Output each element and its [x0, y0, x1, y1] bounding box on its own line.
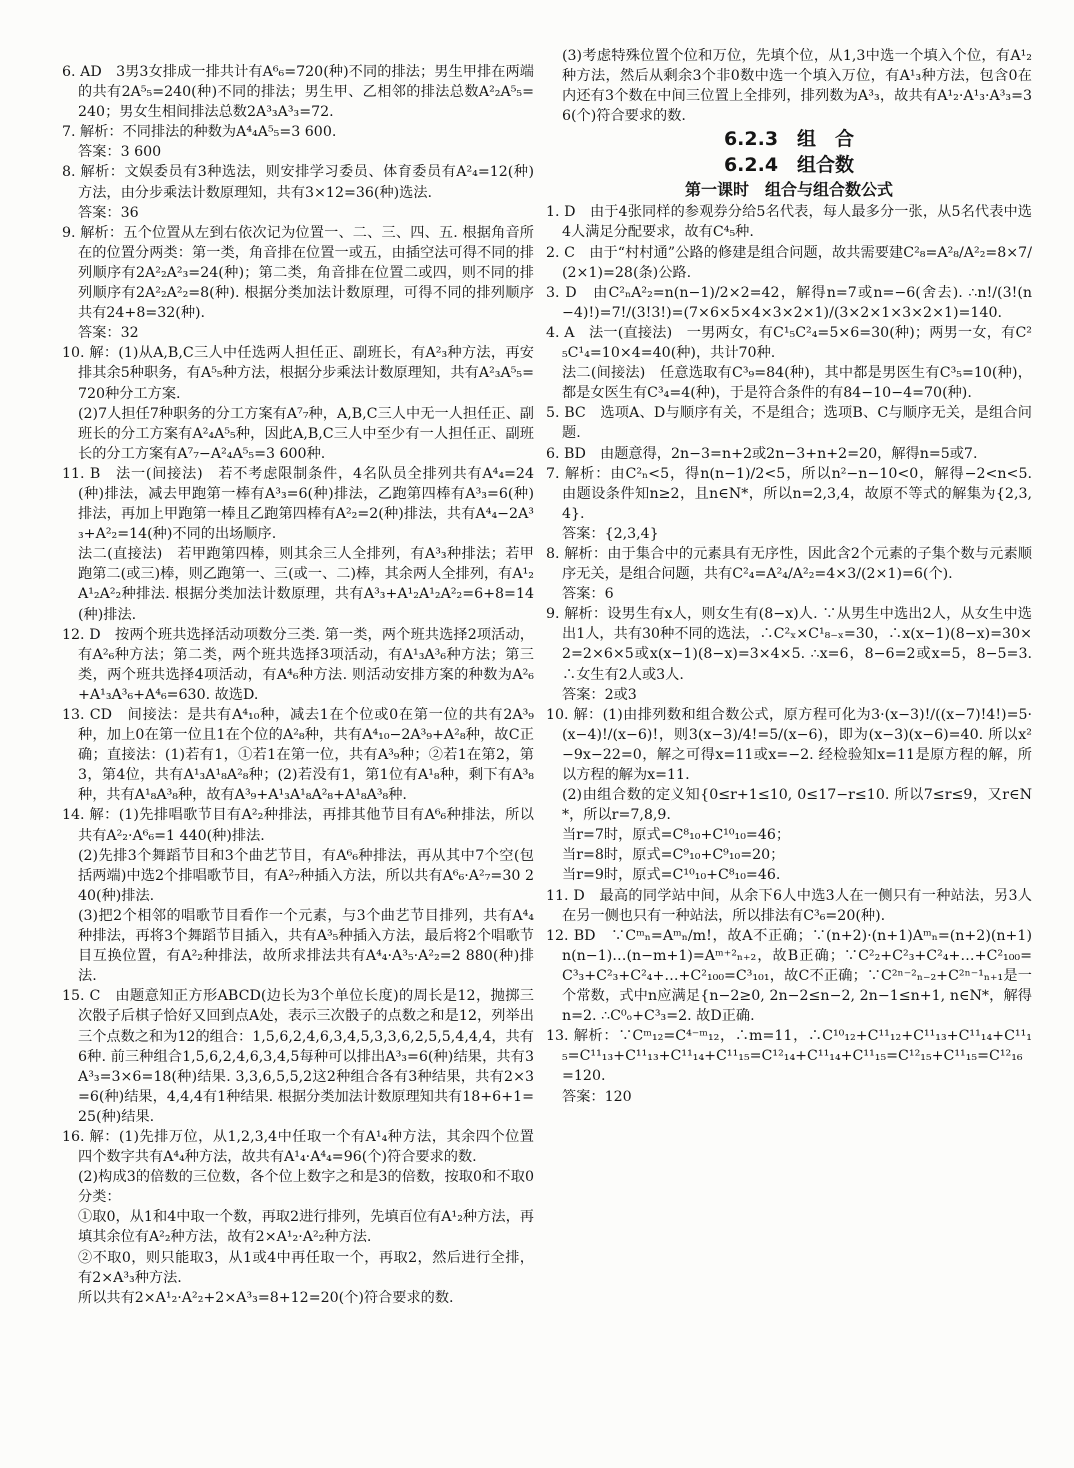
answer-item: 9. 解析：设男生有x人，则女生有(8−x)人. ∵从男生中选出2人，从女生中选出1人，共有30种不同的选法，∴C²ₓ×C¹₈₋ₓ=30，∴x(x−1)(8−x)=30×2=2×6×5或x(x−1)(8−x)=3×4×5. ∴x=6，8−6=2或x=5，8−5=3. ∴女生有2人或3人. [546, 606, 1032, 683]
answer-item: 6. AD 3男3女排成一排共计有A⁶₆=720(种)不同的排法；男生甲排在两端的共有2A⁵₅=240(种)不同的排法；男生甲、乙相邻的排法总数A²₂A⁵₅=240；男女生相间排法总数2A³₃A³₃=72. [62, 64, 534, 121]
answer-continuation: 当r=9时，原式=C¹⁰₁₀+C⁸₁₀=46. [562, 867, 781, 884]
answer-continuation: (3)考虑特殊位置个位和万位，先填个位，从1,3中选一个填入个位，有A¹₂种方法，然后从剩余3个非0数中选一个填入万位，有A¹₃种方法，包含0在内还有3个数在中间三位置上全排列，排列数为A³₃，故共有A¹₂·A¹₃·A³₃=36(个)符合要求的数. [562, 48, 1032, 125]
answer-continuation: 当r=8时，原式=C⁹₁₀+C⁹₁₀=20； [562, 847, 785, 864]
answer-item: 6. BD 由题意得，2n−3=n+2或2n−3+n+2=20，解得n=5或7. [546, 445, 978, 462]
left-column [62, 62, 534, 1308]
section-heading: 6.2.3 组 合 [723, 128, 855, 151]
answer-result: 答案：2或3 [562, 686, 637, 703]
answer-continuation: 法二(间接法) 任意选取有C³₉=84(种)，其中都是男医生有C³₅=10(种)，都是女医生有C³₄=4(种)，于是符合条件的有84−10−4=70(种). [562, 365, 1032, 402]
answer-result: 答案：6 [562, 586, 614, 603]
answer-continuation: (2)7人担任7种职务的分工方案有A⁷₇种，A,B,C三人中无一人担任正、副班长的分工方案有A²₄A⁵₅种，因此A,B,C三人中至少有一人担任正、副班长的分工方案有A⁷₇−A²₄A⁵₅=3 600种. [78, 405, 534, 462]
answer-continuation: 法二(直接法) 若甲跑第四棒，则其余三人全排列，有A³₃种排法；若甲跑第二(或三)棒，则乙跑第一、三(或一、二)棒，其余两人全排列，有A¹₂A¹₂A²₂种排法. 根据分类加法计数原理，共有A³₃+A¹₂A¹₂A²₂=6+8=14(种)排法. [78, 546, 534, 623]
answer-item: 11. D 最高的同学站中间，从余下6人中选3人在一侧只有一种站法，另3人在另一侧也只有一种站法，所以排法有C³₆=20(种). [546, 887, 1032, 924]
answer-continuation: ①取0，从1和4中取一个数，再取2进行排列，先填百位有A¹₂种方法，再填其余位有A²₂种方法，故有2×A¹₂·A²₂种方法. [78, 1209, 534, 1246]
right-column [546, 46, 1032, 1107]
answer-item: 3. D 由C²ₙA²₂=n(n−1)/2×2=42，解得n=7或n=−6(舍去). ∴n!/(3!(n−4)!)=7!/(3!3!)=(7×6×5×4×3×2×1)/(3×2×1×3×2×1)=140. [546, 284, 1032, 321]
answer-result: 答案：36 [78, 204, 139, 221]
answer-continuation: 当r=7时，原式=C⁸₁₀+C¹⁰₁₀=46； [562, 827, 791, 844]
answer-continuation: (2)先排3个舞蹈节目和3个曲艺节目，有A⁶₆种排法，再从其中7个空(包括两端)中选2个排唱歌节目，有A²₇种插入方法，所以共有A⁶₆·A²₇=30 240(种)排法. [78, 847, 534, 904]
answer-item: 7. 解析：由C²ₙ<5，得n(n−1)/2<5，所以n²−n−10<0，解得−2<n<5. 由题设条件知n≥2，且n∈N*，所以n=2,3,4，故原不等式的解集为{2,3,4}. [546, 465, 1032, 522]
answer-item: 12. BD ∵Cᵐₙ=Aᵐₙ/m!，故A不正确；∵(n+2)·(n+1)Aᵐₙ=(n+2)(n+1)n(n−1)…(n−m+1)=Aᵐ⁺²ₙ₊₂，故B正确；∵C²₂+C²₃+C²₄+…+C²₁₀₀=C³₃+C²₃+C²₄+…+C²₁₀₀=C³₁₀₁，故C不正确；∵C²ⁿ⁻²ₙ₋₂+C²ⁿ⁻¹ₙ₊₁是一个常数，式中n应满足{n−2≥0, 2n−2≤n−2, 2n−1≤n+1, n∈N*，解得n=2. ∴C⁰ₒ+C³₃=2. 故D正确. [546, 927, 1032, 1025]
answer-continuation: ②不取0，则只能取3，从1或4中再任取一个，再取2，然后进行全排，有2×A³₃种方法. [78, 1249, 534, 1286]
answer-item: 16. 解：(1)先排万位，从1,2,3,4中任取一个有A¹₄种方法，其余四个位置四个数字共有A⁴₄种方法，故共有A¹₄·A⁴₄=96(个)符合要求的数. [62, 1128, 534, 1166]
answer-item: 8. 解析：文娱委员有3种选法，则安排学习委员、体育委员有A²₄=12(种)方法，由分步乘法计数原理知，共有3×12=36(种)选法. [62, 164, 534, 201]
answer-item: 1. D 由于4张同样的参观券分给5名代表，每人最多分一张，从5名代表中选4人满足分配要求，故有C⁴₅种. [546, 204, 1032, 241]
lesson-heading: 第一课时 组合与组合数公式 [684, 180, 893, 200]
answer-item: 14. 解：(1)先排唱歌节目有A²₂种排法，再排其他节目有A⁶₆种排法，所以共有A²₂·A⁶₆=1 440(种)排法. [62, 807, 534, 844]
answer-item: 7. 解析：不同排法的种数为A⁴₄A⁵₅=3 600. [62, 124, 337, 141]
answer-continuation: (2)构成3的倍数的三位数，各个位上数字之和是3的倍数，按取0和不取0分类： [78, 1169, 534, 1206]
answer-item: 12. D 按两个班共选择活动项数分三类. 第一类，两个班共选择2项活动，有A²₆种方法；第二类，两个班共选择3项活动，有A¹₃A³₆种方法；第三类，两个班共选择4项活动，有A⁴₆种方法. 则活动安排方案的种数为A²₆+A¹₃A³₆+A⁴₆=630. 故选D. [62, 626, 534, 703]
answer-result: 答案：3 600 [78, 144, 162, 161]
answer-result: 答案：{2,3,4} [562, 525, 659, 542]
answer-item: 8. 解析：由于集合中的元素具有无序性，因此含2个元素的子集个数与元素顺序无关，是组合问题，共有C²₄=A²₄/A²₂=4×3/(2×1)=6(个). [546, 545, 1032, 583]
answer-continuation: (2)由组合数的定义知{0≤r+1≤10, 0≤17−r≤10. 所以7≤r≤9，又r∈N*，所以r=7,8,9. [562, 787, 1032, 824]
answer-item: 5. BC 选项A、D与顺序有关，不是组合；选项B、C与顺序无关，是组合问题. [546, 405, 1032, 442]
answer-item: 10. 解：(1)从A,B,C三人中任选两人担任正、副班长，有A²₃种方法，再安排其余5种职务，有A⁵₅种方法，根据分步乘法计数原理知，共有A²₃A⁵₅=720种分工方案. [62, 345, 534, 402]
answer-item: 9. 解析：五个位置从左到右依次记为位置一、二、三、四、五. 根据角音所在的位置分两类：第一类，角音排在位置一或五，由插空法可得不同的排列顺序有2A²₂A²₃=24(种)；第二类，角音排在位置二或四，则不同的排列顺序有2A²₂A²₂=8(种). 根据分类加法计数原理，可得不同的排列顺序共有24+8=32(种). [62, 224, 534, 322]
answer-item: 13. CD 间接法：是共有A⁴₁₀种，减去1在个位或0在第一位的共有2A³₉种，加上0在第一位且1在个位的A²₈种，共有A⁴₁₀−2A³₉+A²₈种，故C正确；直接法：(1)若有1，①若1在第一位，共有A³₉种；②若1在第2，第3，第4位，共有A¹₃A¹₈A²₈种；(2)若没有1，第1位有A¹₈种，剩下有A³₈种，共有A¹₈A³₈种，故有A³₉+A¹₃A¹₈A²₈+A¹₈A³₈种. [62, 707, 534, 804]
answer-item: 2. C 由于“村村通”公路的修建是组合问题，故共需要建C²₈=A²₈/A²₂=8×7/(2×1)=28(条)公路. [546, 244, 1032, 281]
section-heading: 6.2.4 组合数 [723, 154, 855, 177]
answer-continuation: 所以共有2×A¹₂·A²₂+2×A³₃=8+12=20(个)符合要求的数. [78, 1289, 454, 1306]
answer-item: 15. C 由题意知正方形ABCD(边长为3个单位长度)的周长是12，抛掷三次骰子后棋子恰好又回到点A处，表示三次骰子的点数之和是12，列举出三个点数之和为12的组合：1,5,6,2,4,6,3,4,5,3,3,6,2,5,5,4,4,4，共有6种. 前三种组合1,5,6,2,4,6,3,4,5每种可以排出A³₃=6(种)结果，共有3A³₃=3×6=18(种)结果. 3,3,6,5,5,2这2种组合各有3种结果，共有2×3=6(种)结果，4,4,4有1种结果. 根据分类加法计数原理知共有18+6+1=25(种)结果. [62, 988, 534, 1125]
answer-result: 答案：120 [562, 1088, 632, 1105]
answer-item: 13. 解析：∵Cᵐ₁₂=C⁴⁻ᵐ₁₂，∴m=11，∴C¹⁰₁₂+C¹¹₁₂+C¹¹₁₃+C¹¹₁₄+C¹¹₁₅=C¹¹₁₃+C¹¹₁₃+C¹¹₁₄+C¹¹₁₅=C¹²₁₄+C¹¹₁₄+C¹¹₁₅=C¹²₁₅+C¹¹₁₅=C¹²₁₆=120. [546, 1028, 1032, 1085]
answer-item: 4. A 法一(直接法) 一男两女，有C¹₅C²₄=5×6=30(种)；两男一女，有C²₅C¹₄=10×4=40(种)，共计70种. [546, 324, 1032, 362]
answer-item: 11. B 法一(间接法) 若不考虑限制条件，4名队员全排列共有A⁴₄=24(种)排法，减去甲跑第一棒有A³₃=6(种)排法，乙跑第四棒有A³₃=6(种)排法，再加上甲跑第一棒且乙跑第四棒有A²₂=2(种)排法，共有A⁴₄−2A³₃+A²₂=14(种)不同的出场顺序. [62, 465, 534, 543]
answer-result: 答案：32 [78, 325, 139, 342]
answer-item: 10. 解：(1)由排列数和组合数公式，原方程可化为3·(x−3)!/((x−7)!4!)=5·(x−4)!/(x−6)!，则3(x−3)/4!=5/(x−6)，即为(x−3)(x−6)=40. 所以x²−9x−22=0，解之可得x=11或x=−2. 经检验知x=11是原方程的解，所以方程的解为x=11. [546, 706, 1032, 783]
answer-continuation: (3)把2个相邻的唱歌节目看作一个元素，与3个曲艺节目排列，共有A⁴₄种排法，再将3个舞蹈节目插入，共有A³₅种插入方法，最后将2个唱歌节目互换位置，有A²₂种排法，故所求排法共有A⁴₄·A³₅·A²₂=2 880(种)排法. [78, 907, 534, 985]
